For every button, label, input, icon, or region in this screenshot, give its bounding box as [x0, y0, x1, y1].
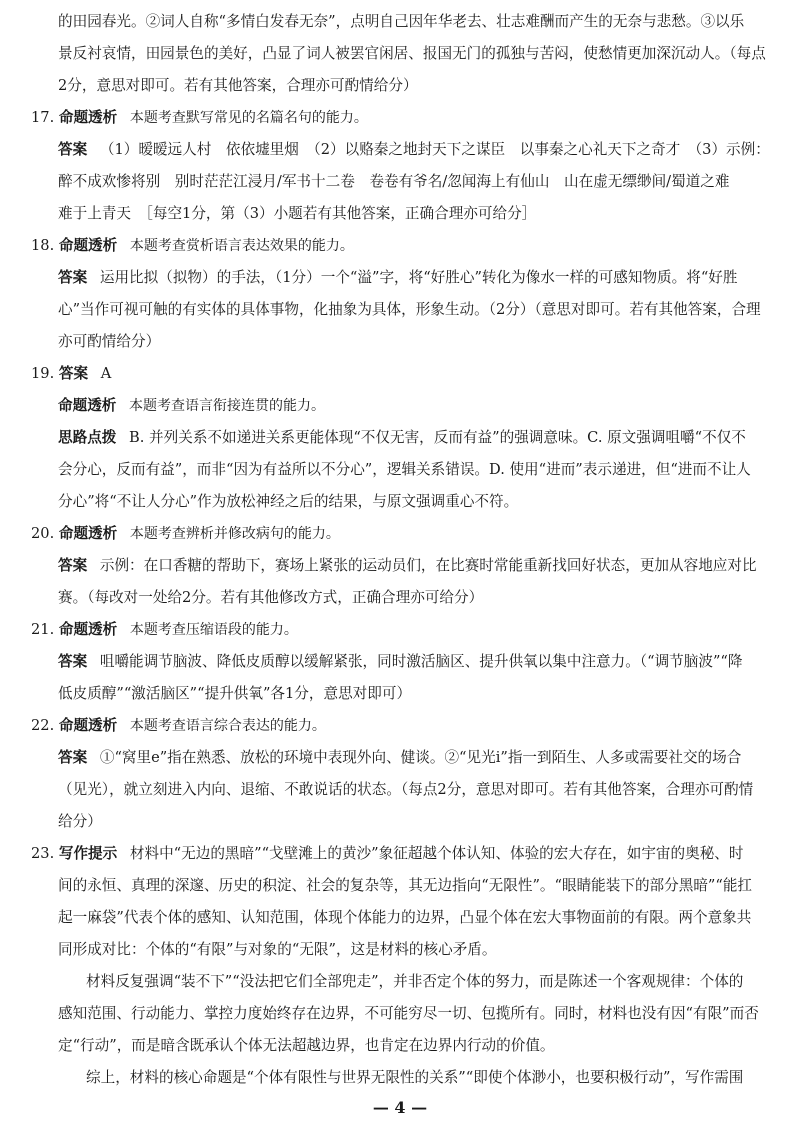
text-line: 难于上青天 ［每空1分，第（3）小题若有其他答案，正确合理亦可给分］ — [58, 205, 537, 222]
answer-line — [58, 556, 757, 576]
section-label: 命题透析 — [58, 109, 118, 126]
question-number: 20. — [31, 525, 55, 542]
text-line: （见光），就立刻进入内向、退缩、不敢说话的状态。（每点2分，意思对即可。若有其他答案，合理亦可酌情 — [58, 781, 754, 798]
question-17-header — [31, 108, 368, 128]
text-line: 低皮质醇”“激活脑区”“提升供氧”各1分，意思对即可） — [58, 685, 412, 702]
section-label: 写作提示 — [58, 845, 118, 862]
section-label: 命题透析 — [58, 397, 117, 414]
answer-line — [58, 748, 741, 768]
answer-label: 答案 — [58, 365, 89, 382]
section-text: 本题考查辨析并修改病句的能力。 — [129, 526, 340, 542]
text-line: 材料反复强调“装不下”“没法把它们全部兜走”，并非否定个体的努力，而是陈述一个客观规律：个体的 — [86, 973, 744, 990]
text-line: 亦可酌情给分） — [58, 333, 161, 350]
section-text: 本题考查赏析语言表达效果的能力。 — [129, 238, 354, 254]
section-text: 本题考查压缩语段的能力。 — [129, 622, 298, 638]
answer-line — [58, 140, 770, 160]
section-label: 命题透析 — [58, 525, 118, 542]
section-text: 本题考查语言综合表达的能力。 — [129, 718, 326, 734]
answer-text: （1）暧暧远人村 依依墟里烟 （2）以赂秦之地封天下之谋臣 以事秦之心礼天下之奇才 （3）示例： — [99, 141, 770, 158]
section-label: 思路点拨 — [58, 429, 117, 446]
answer-text: 示例：在口香糖的帮助下，赛场上紧张的运动员们，在比赛时常能重新找回好状态，更加从容地应对比 — [99, 557, 757, 574]
answer-text: 运用比拟（拟物）的手法，（1分）一个“溢”字，将“好胜心”转化为像水一样的可感知物质。将“好胜 — [99, 269, 738, 286]
analysis-line — [58, 396, 325, 416]
text-line: 定“行动”，而是暗含既承认个体无法超越边界，也肯定在边界内行动的价值。 — [58, 1037, 555, 1054]
question-number: 17. — [31, 109, 55, 126]
section-text: B. 并列关系不如递进关系更能体现“不仅无害，反而有益”的强调意味。C. 原文强调咀嚼“不仅不 — [129, 429, 746, 446]
answer-text: A — [100, 365, 112, 382]
section-label: 命题透析 — [58, 621, 118, 638]
section-text: 本题考查默写常见的名篇名句的能力。 — [129, 110, 368, 126]
question-number: 22. — [31, 717, 55, 734]
answer-label: 答案 — [58, 749, 88, 766]
text-line: 醉不成欢惨将别 别时茫茫江浸月/军书十二卷 卷卷有爷名/忽闻海上有仙山 山在虚无缥缈间/蜀道之难 — [58, 173, 730, 190]
answer-text: ①“窝里e”指在熟悉、放松的环境中表现外向、健谈。②“见光i”指一到陌生、人多或需要社交的场合 — [99, 749, 742, 766]
text-line: 的田园春光。②词人自称“多情白发春无奈”，点明自己因年华老去、壮志难酬而产生的无奈与悲愁。③以乐 — [58, 13, 745, 30]
text-line: 2分，意思对即可。若有其他答案，合理亦可酌情给分） — [58, 77, 418, 94]
hint-line — [58, 428, 746, 448]
text-line: 给分） — [58, 813, 102, 830]
section-label: 命题透析 — [58, 717, 118, 734]
section-text: 材料中“无边的黑暗”“戈壁滩上的黄沙”象征超越个体认知、体验的宏大存在，如宇宙的奥秘、时 — [129, 845, 744, 862]
text-line: 感知范围、行动能力、掌控力度始终存在边界，不可能穷尽一切、包揽所有。同时，材料也没有因“有限”而否 — [58, 1005, 759, 1022]
question-number: 21. — [31, 621, 55, 638]
answer-text: 咀嚼能调节脑波、降低皮质醇以缓解紧张，同时激活脑区、提升供氧以集中注意力。（“调节脑波”“降 — [99, 653, 743, 670]
question-20-header — [31, 524, 340, 544]
answer-label: 答案 — [58, 141, 88, 158]
question-23-header — [31, 844, 744, 864]
question-22-header — [31, 716, 326, 736]
answer-label: 答案 — [58, 557, 88, 574]
answer-line — [58, 268, 737, 288]
text-line: 综上，材料的核心命题是“个体有限性与世界无限性的关系”“即使个体渺小，也要积极行动”，写作需围 — [86, 1069, 744, 1086]
text-line: 赛。（每改对一处给2分。若有其他修改方式，正确合理亦可给分） — [58, 589, 484, 606]
answer-label: 答案 — [58, 269, 88, 286]
text-line: 间的永恒、真理的深邃、历史的积淀、社会的复杂等，其无边指向“无限性”。“眼睛能装下的部分黑暗”“能扛 — [58, 877, 753, 894]
text-line: 景反衬哀情，田园景色的美好，凸显了词人被罢官闲居、报国无门的孤独与苦闷，使愁情更加深沉动人。（每点 — [58, 45, 766, 62]
question-21-header — [31, 620, 298, 640]
section-label: 命题透析 — [58, 237, 118, 254]
question-number: 19. — [31, 365, 55, 382]
text-line: 分心”将“不让人分心”作为放松神经之后的结果，与原文强调重心不符。 — [58, 493, 519, 510]
answer-label: 答案 — [58, 653, 88, 670]
question-number: 18. — [31, 237, 55, 254]
answer-line — [58, 652, 742, 672]
question-18-header — [31, 236, 354, 256]
text-line: 心”当作可视可触的有实体的具体事物，化抽象为具体，形象生动。（2分）（意思对即可。若有其他答案，合理 — [58, 301, 761, 318]
page-number: — 4 — — [372, 1098, 428, 1117]
text-line: 同形成对比：个体的“有限”与对象的“无限”，这是材料的核心矛盾。 — [58, 941, 497, 958]
question-19-header — [31, 364, 111, 384]
text-line: 会分心，反而有益”，而非“因为有益所以不分心”，逻辑关系错误。D. 使用“进而”表示递进，但“进而不让人 — [58, 461, 751, 478]
text-line: 起一麻袋”代表个体的感知、认知范围，体现个体能力的边界，凸显个体在宏大事物面前的有限。两个意象共 — [58, 909, 752, 926]
question-number: 23. — [31, 845, 55, 862]
section-text: 本题考查语言衔接连贯的能力。 — [129, 398, 326, 414]
